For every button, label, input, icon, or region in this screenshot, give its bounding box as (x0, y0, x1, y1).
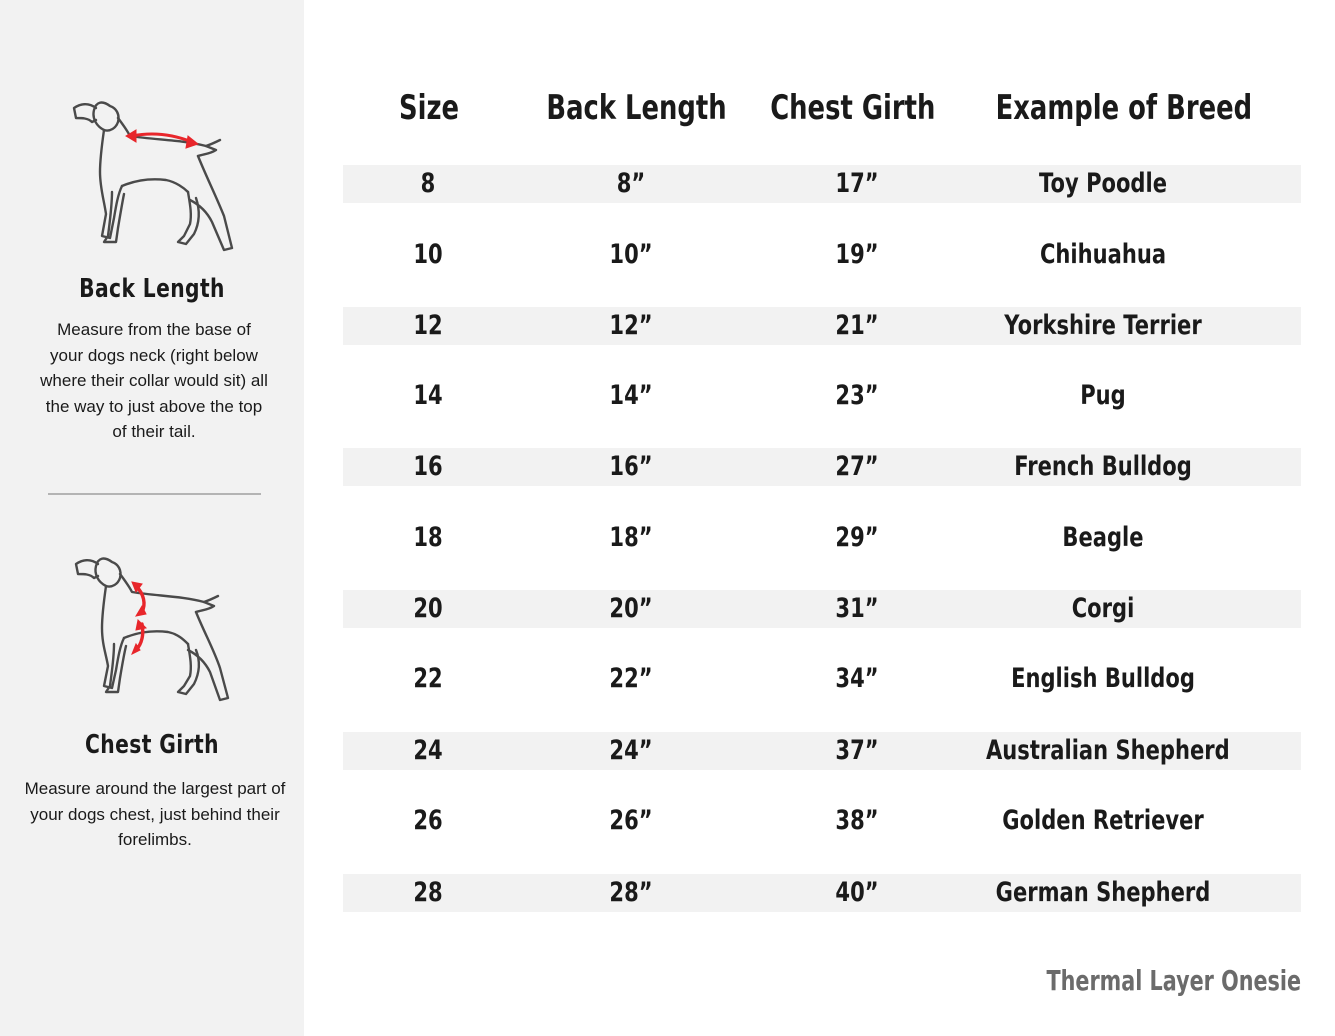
cell-breed: Corgi (1071, 593, 1135, 624)
cell-size: 20 (413, 593, 443, 624)
dog-back-length-icon (66, 96, 236, 258)
cell-back-length: 10” (609, 239, 653, 270)
cell-breed: French Bulldog (1014, 451, 1192, 482)
cell-chest-girth: 21” (835, 310, 879, 341)
cell-breed: German Shepherd (995, 877, 1211, 908)
cell-chest-girth: 37” (835, 735, 879, 766)
chest-girth-title: Chest Girth (85, 730, 219, 760)
table-row (343, 377, 1301, 415)
chest-girth-description: Measure around the largest part of your dogs chest, just behind their forelimbs. (24, 779, 286, 850)
cell-back-length: 14” (609, 380, 653, 411)
cell-breed: Golden Retriever (1002, 805, 1204, 836)
cell-back-length: 28” (609, 877, 653, 908)
table-row (343, 660, 1301, 698)
cell-chest-girth: 29” (835, 522, 879, 553)
product-name-label: Thermal Layer Onesie (1046, 964, 1301, 997)
cell-breed: Australian Shepherd (986, 735, 1230, 766)
cell-chest-girth: 19” (835, 239, 879, 270)
cell-chest-girth: 31” (835, 593, 879, 624)
table-row (343, 448, 1301, 486)
table-row (343, 307, 1301, 345)
back-length-description: Measure from the base of your dogs neck (right below where their collar would sit) all the way to just above the top of their tail. (40, 320, 268, 442)
cell-chest-girth: 17” (835, 168, 879, 199)
cell-back-length: 24” (609, 735, 653, 766)
cell-size: 18 (413, 522, 443, 553)
cell-size: 12 (413, 310, 443, 341)
cell-size: 22 (413, 663, 443, 694)
table-row (343, 590, 1301, 628)
table-row (343, 165, 1301, 203)
cell-breed: Yorkshire Terrier (1004, 310, 1202, 341)
table-row (343, 519, 1301, 557)
header-size: Size (398, 88, 460, 128)
dog-chest-girth-icon (70, 550, 236, 706)
back-length-title: Back Length (79, 274, 225, 304)
cell-size: 28 (413, 877, 443, 908)
cell-breed: Toy Poodle (1038, 168, 1168, 199)
cell-chest-girth: 40” (835, 877, 879, 908)
cell-chest-girth: 27” (835, 451, 879, 482)
cell-back-length: 20” (609, 593, 653, 624)
cell-back-length: 16” (609, 451, 653, 482)
cell-chest-girth: 23” (835, 380, 879, 411)
header-example-breed: Example of Breed (995, 88, 1253, 128)
header-back-length: Back Length (546, 88, 727, 128)
cell-size: 16 (413, 451, 443, 482)
cell-breed: Chihuahua (1039, 239, 1167, 270)
cell-size: 10 (413, 239, 443, 270)
cell-size: 8 (420, 168, 436, 199)
table-row (343, 874, 1301, 912)
cell-back-length: 8” (616, 168, 646, 199)
cell-size: 14 (413, 380, 443, 411)
table-row (343, 236, 1301, 274)
cell-breed: Beagle (1062, 522, 1144, 553)
cell-chest-girth: 34” (835, 663, 879, 694)
cell-back-length: 26” (609, 805, 653, 836)
cell-size: 24 (413, 735, 443, 766)
cell-back-length: 22” (609, 663, 653, 694)
sidebar-divider (48, 493, 261, 495)
cell-back-length: 12” (609, 310, 653, 341)
cell-breed: English Bulldog (1011, 663, 1195, 694)
table-row (343, 732, 1301, 770)
cell-breed: Pug (1080, 380, 1126, 411)
header-chest-girth: Chest Girth (770, 88, 936, 128)
cell-size: 26 (413, 805, 443, 836)
cell-chest-girth: 38” (835, 805, 879, 836)
cell-back-length: 18” (609, 522, 653, 553)
table-row (343, 802, 1301, 840)
measurement-guide-sidebar (0, 0, 304, 1036)
